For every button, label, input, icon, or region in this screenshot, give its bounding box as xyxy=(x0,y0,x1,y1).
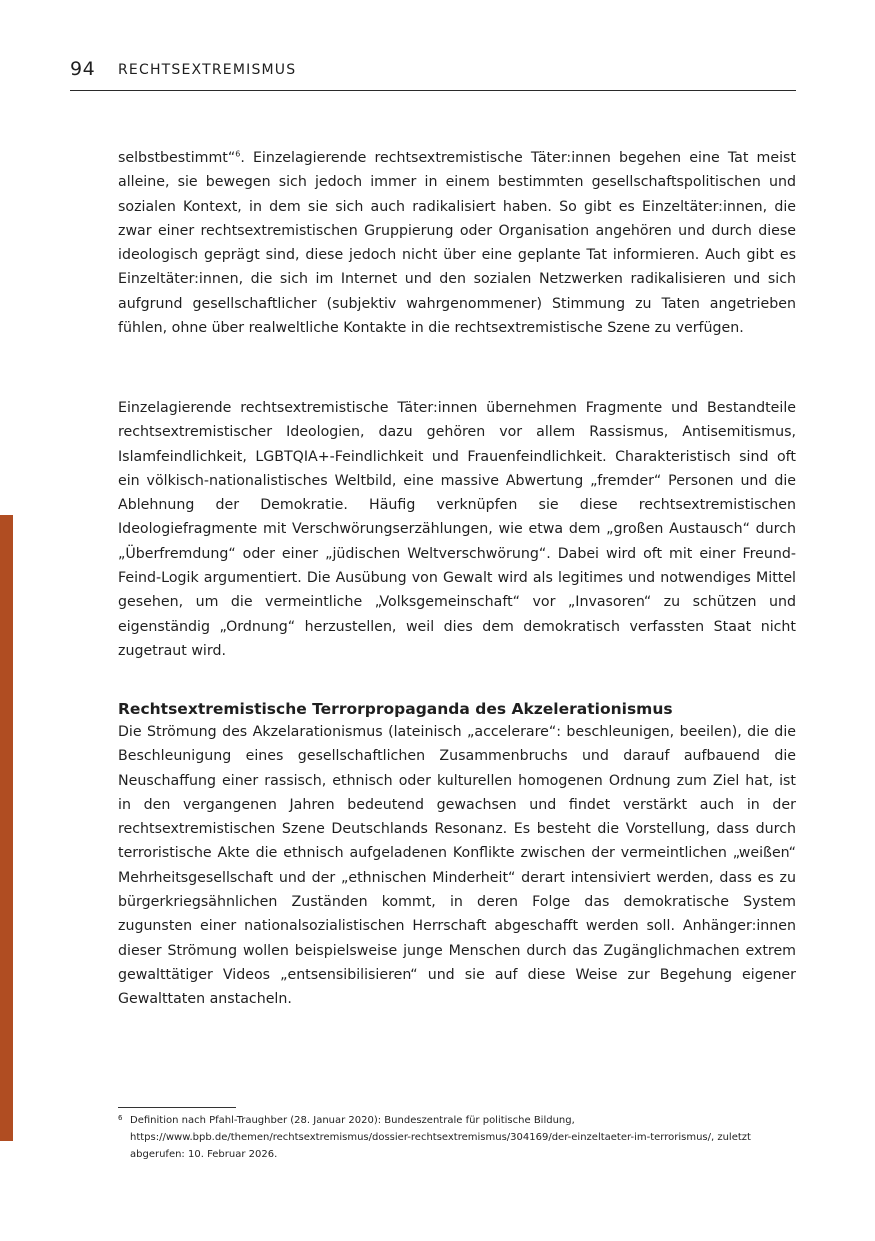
paragraph-1-rest: . Einzelagierende rechtsextremistische Täter:innen begehen eine Tat meist alleine, sie bewegen sich jedoch immer in einem bestimmten gesellschaftspolitischen und sozialen Kontext, in dem sie sich auch radikalisiert haben. So gibt es Einzeltäter:innen, die zwar einer rechtsextremistischen Gruppierung oder Organisation angehören und durch diese ideologisch geprägt sind, diese jedoch nicht über eine geplante Tat informieren. Auch gibt es Einzeltäter:innen, die sich im Internet und den sozialen Netzwerken radikalisieren und sich aufgrund gesellschaftlicher (subjektiv wahrgenommener) Stimmung zu Taten angetrieben fühlen, ohne über realweltliche Kontakte in die rechtsextremistische Szene zu verfügen. xyxy=(118,150,796,337)
footnote-reference: 6 xyxy=(235,149,241,159)
paragraph-2: Einzelagierende rechtsextremistische Täter:innen übernehmen Fragmente und Bestandteile rechtsextremistischer Ideologien, dazu gehören vor allem Rassismus, Antisemitismus, Islamfeindlichkeit, LGBTQIA+-Feindlichkeit und Frauenfeindlichkeit. Charakteristisch sind oft ein völkisch-nationalistisches Weltbild, eine massive Abwertung „fremder“ Personen und die Ablehnung der Demokratie. Häufig verknüpfen sie diese rechtsextremistischen Ideologiefragmente mit Verschwörungserzählungen, wie etwa dem „großen Austausch“ durch „Überfremdung“ oder einer „jüdischen Weltverschwörung“. Dabei wird oft mit einer Freund-Feind-Logik argumentiert. Die Ausübung von Gewalt wird als legitimes und notwendiges Mittel gesehen, um die vermeintliche „Volksgemeinschaft“ vor „Invasoren“ zu schützen und eigenständig „Ordnung“ herzustellen, weil dies dem demokratisch verfassten Staat nicht zugetraut wird. xyxy=(118,400,796,659)
section-heading: Rechtsextremistische Terrorpropaganda des Akzelerationismus xyxy=(118,700,673,718)
running-title: RECHTSEXTREMISMUS xyxy=(118,62,297,78)
paragraph-3: Die Strömung des Akzelarationismus (lateinisch „accelerare“: beschleunigen, beeilen), die die Beschleunigung eines gesellschaftlichen Zusammenbruchs und darauf aufbauend die Neuschaffung einer rassisch, ethnisch oder kulturellen homogenen Ordnung zum Ziel hat, ist in den vergangenen Jahren bedeutend gewachsen und findet verstärkt auch in der rechtsextremistischen Szene Deutschlands Resonanz. Es besteht die Vorstellung, dass durch terroristische Akte die ethnisch aufgeladenen Konflikte zwischen der vermeintlichen „weißen“ Mehrheitsgesellschaft und der „ethnischen Minderheit“ derart intensiviert werden, dass es zu bürgerkriegsähnlichen Zuständen kommt, in deren Folge das demokratische System zugunsten einer nationalsozialistischen Herrschaft abgeschafft werden soll. Anhänger:innen dieser Strömung wollen beispielsweise junge Menschen durch das Zugänglichmachen extrem gewalttätiger Videos „entsensibilisieren“ und sie auf diese Weise zur Begehung eigener Gewalttaten anstacheln. xyxy=(118,724,796,1008)
page-edge-accent-bar xyxy=(0,515,13,1141)
paragraph-1-start: selbstbestimmt“ xyxy=(118,150,236,166)
footnote-marker: 6 xyxy=(118,1114,123,1122)
footnote-separator xyxy=(118,1107,236,1108)
footnote-text: Definition nach Pfahl-Traughber (28. Januar 2020): Bundeszentrale für politische Bildung, https://www.bpb.de/themen/rechtsextremismus/dossier-rechtsextremismus/304169/der-einzeltaeter-im-terrorismus/, zuletzt abgerufen: 10. Februar 2026. xyxy=(130,1115,751,1160)
running-header xyxy=(70,58,796,91)
page-number: 94 xyxy=(70,58,96,80)
footnote xyxy=(118,1112,808,1163)
paragraph-1 xyxy=(118,146,796,340)
